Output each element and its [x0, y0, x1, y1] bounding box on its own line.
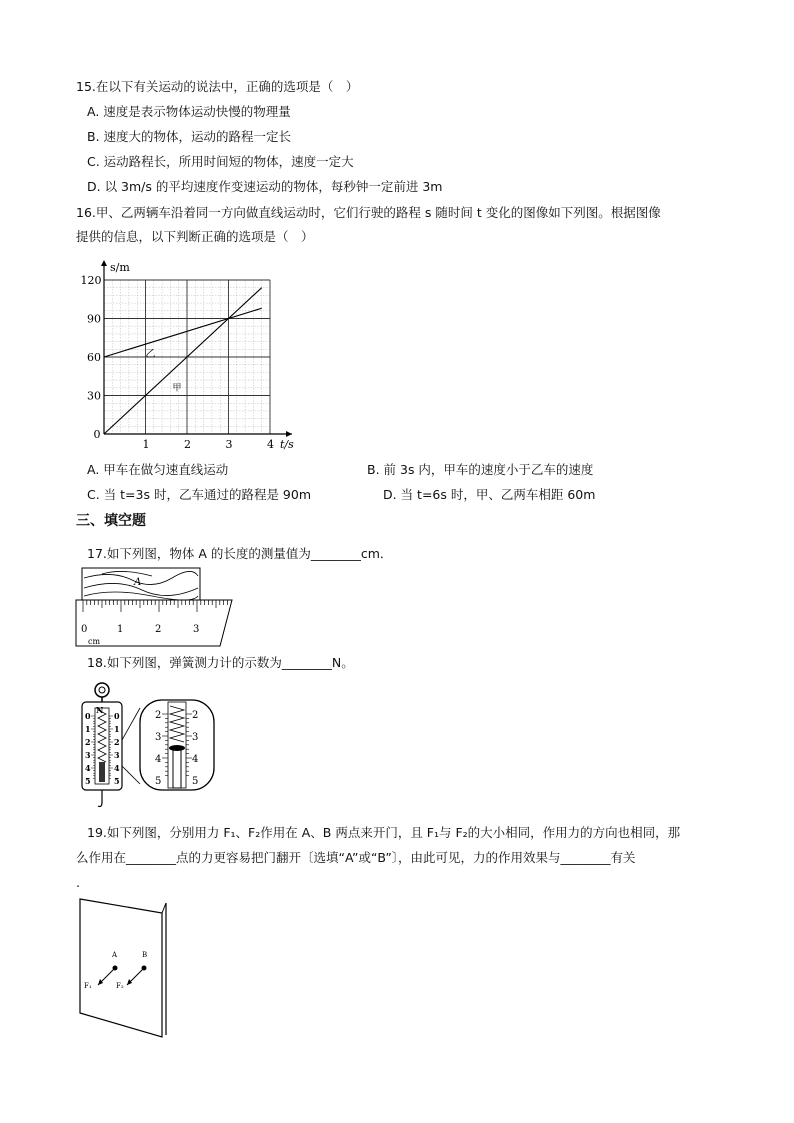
q17-stem: 17.如下列图，物体 A 的长度的测量值为________cm．: [87, 546, 393, 561]
q15-option-d: D. 以 3m/s 的平均速度作变速运动的物体，每秒钟一定前进 3m: [87, 179, 443, 194]
scale-label-left: 4: [85, 763, 91, 773]
scale-label-right: 5: [114, 776, 120, 786]
y-tick-label: 90: [87, 312, 101, 326]
zoom-label-left: 4: [155, 754, 162, 765]
scale-label-left: 1: [85, 724, 91, 734]
zoom-label-left: 3: [155, 732, 162, 743]
q18-stem: 18.如下列图，弹簧测力计的示数为________N。: [87, 655, 354, 670]
q16-stem-line1: 16.甲、乙两辆车沿着同一方向做直线运动时，它们行驶的路程 s 随时间 t 变化的图像如下列图。根据图像: [76, 205, 661, 220]
q18-spring-scale-figure: [72, 680, 222, 810]
x-tick-label: 2: [184, 438, 191, 451]
ruler-unit: cm: [88, 637, 101, 646]
x-axis-arrow: [286, 431, 292, 437]
scale-label-right: 2: [114, 737, 120, 747]
q19-stem-line2: 么作用在________点的力更容易把门翻开〔选填“A”或“B”〕，由此可见，力的作用效果与________有关: [76, 850, 636, 865]
ruler-label-1: 1: [117, 624, 124, 635]
ruler-label-3: 3: [193, 624, 200, 635]
q17-ruler-figure: [72, 566, 242, 648]
zoom-label-right: 3: [192, 732, 199, 743]
zoom-label-right: 5: [192, 776, 199, 787]
q19-door-figure: [76, 895, 176, 1040]
y-tick-label: 60: [87, 351, 101, 364]
object-a-label: A: [134, 577, 142, 588]
scale-label-left: 2: [85, 737, 91, 747]
q19-stem-line1: 19.如下列图，分别用力 F₁、F₂作用在 A、B 两点来开门，且 F₁与 F₂的大小相同，作用力的方向也相同，那: [87, 825, 681, 840]
series-line-2: [104, 308, 262, 357]
x-tick-label: 3: [225, 438, 233, 451]
q16-option-b: B. 前 3s 内，甲车的速度小于乙车的速度: [367, 462, 594, 477]
scale-label-left: 5: [85, 776, 91, 786]
point-a-label: A: [112, 951, 118, 959]
q16-chart: [72, 256, 312, 456]
series-label-2: 乙: [145, 349, 156, 360]
zoom-label-right: 4: [192, 754, 199, 765]
scale-label-right: 3: [114, 750, 120, 760]
y-tick-label: 0: [93, 428, 101, 441]
scale-label-right: 1: [114, 724, 120, 734]
y-tick-label: 120: [80, 274, 102, 287]
q16-option-d: D. 当 t=6s 时，甲、乙两车相距 60m: [383, 487, 596, 502]
x-tick-label: 1: [142, 438, 150, 451]
scale-label-left: 3: [85, 750, 91, 760]
x-tick-label: 4: [267, 438, 274, 451]
scale-label-left: 0: [85, 711, 91, 721]
ruler-label-2: 2: [155, 624, 162, 635]
zoom-label-left: 2: [155, 710, 162, 721]
scale-label-right: 4: [114, 763, 120, 773]
force-2-label: F₂: [116, 982, 124, 990]
x-axis-label: t/s: [280, 438, 294, 451]
y-axis-arrow: [101, 260, 107, 266]
zoom-label-left: 5: [155, 776, 162, 787]
scale-unit-label: N: [96, 705, 104, 715]
zoom-label-right: 2: [192, 710, 199, 721]
force-1-label: F₁: [84, 982, 92, 990]
y-tick-label: 30: [87, 389, 101, 403]
q16-stem-line2: 提供的信息，以下判断正确的选项是（ ）: [76, 229, 314, 244]
series-line-1: [104, 288, 262, 434]
y-axis-label: s/m: [110, 261, 130, 274]
series-label-1: 甲: [172, 383, 182, 394]
q15-option-a: A. 速度是表示物体运动快慢的物理量: [87, 104, 291, 119]
q15-option-b: B. 速度大的物体，运动的路程一定长: [87, 129, 292, 144]
q16-option-c: C. 当 t=3s 时，乙车通过的路程是 90m: [87, 487, 312, 502]
door-panel: [80, 899, 162, 1037]
q15-stem: 15.在以下有关运动的说法中，正确的选项是（ ）: [76, 79, 359, 94]
q15-option-c: C. 运动路程长，所用时间短的物体，速度一定大: [87, 154, 354, 169]
point-b-label: B: [142, 951, 148, 959]
q19-stem-line3: .: [76, 875, 80, 890]
q16-option-a: A. 甲车在做匀速直线运动: [87, 462, 229, 477]
section-title: 三、填空题: [76, 513, 146, 529]
ruler-label-0: 0: [81, 624, 88, 635]
scale-label-right: 0: [114, 711, 120, 721]
